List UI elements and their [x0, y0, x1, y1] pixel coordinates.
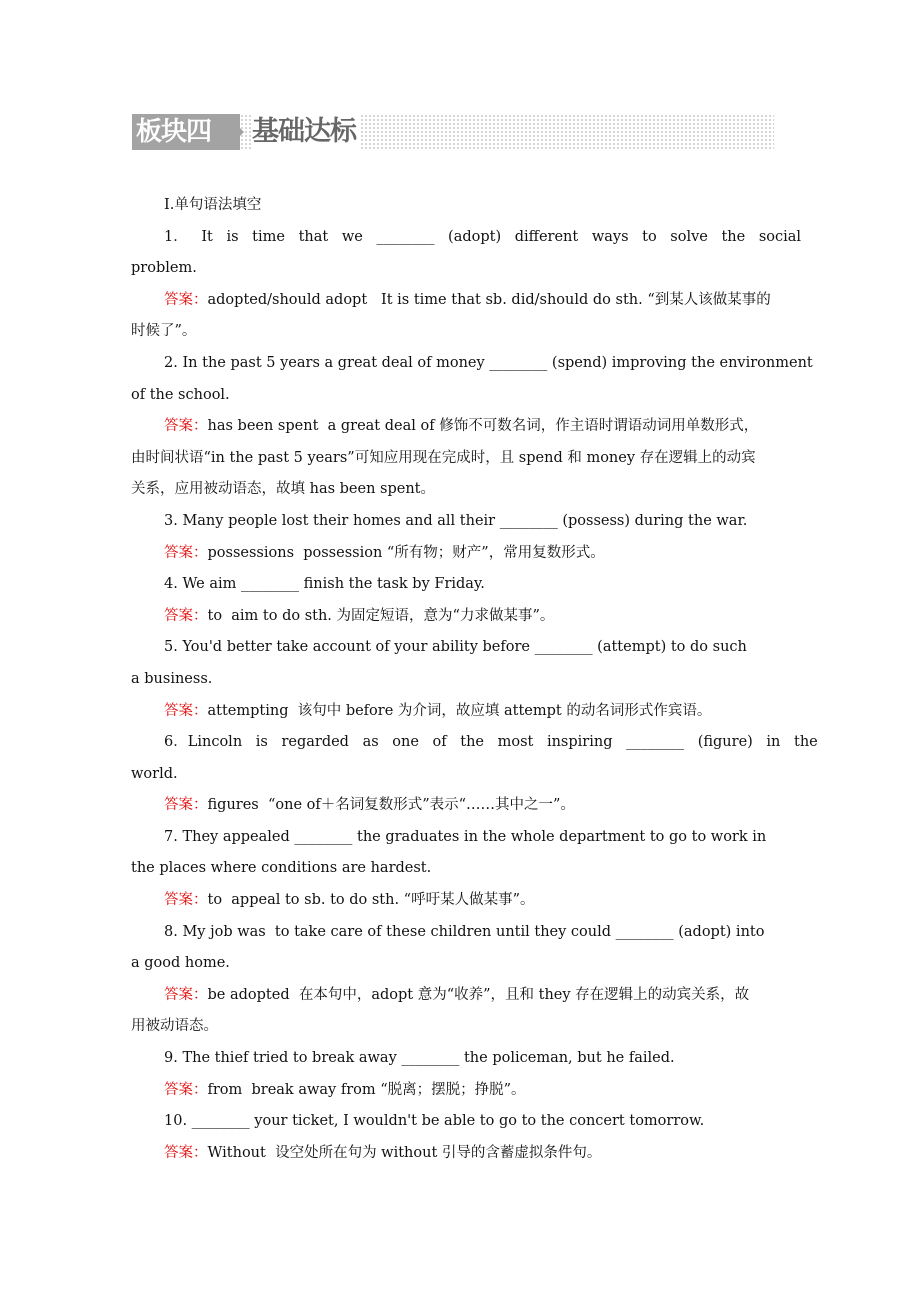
banner-title: 基础达标 [252, 114, 360, 150]
answer-label: 答案： [164, 986, 208, 1003]
answer-line [131, 538, 871, 570]
text-line [131, 474, 871, 506]
text-line [131, 853, 871, 885]
answer-label: 答案： [164, 291, 208, 308]
line-text: be adopted 在本句中，adopt 意为“收养”，且和 they 存在逻辑上的动宾关系，故 [207, 986, 750, 1003]
answer-line [131, 285, 871, 317]
text-line [131, 727, 871, 759]
answer-line [131, 411, 871, 443]
line-text: Without 设空处所在句为 without 引导的含蓄虚拟条件句。 [207, 1144, 602, 1161]
answer-label: 答案： [164, 1081, 208, 1098]
line-text: 7. They appealed ________ the graduates in the whole department to go to work in [164, 828, 767, 845]
line-text: Ⅰ.单句语法填空 [164, 197, 262, 213]
line-text: adopted/should adopt It is time that sb. did/should do sth. “到某人该做某事的 [207, 291, 771, 308]
answer-line [131, 1075, 871, 1107]
text-line [131, 506, 871, 538]
line-text: 3. Many people lost their homes and all their ________ (possess) during the war. [164, 512, 748, 529]
text-line [131, 348, 871, 380]
answer-line [131, 980, 871, 1012]
line-text: 10. ________ your ticket, I wouldn't be able to go to the concert tomorrow. [164, 1113, 705, 1130]
text-line [131, 822, 871, 854]
answer-label: 答案： [164, 544, 208, 561]
answer-label: 答案： [164, 892, 208, 909]
line-text: 由时间状语“in the past 5 years”可知应用现在完成时，且 spend 和 money 存在逻辑上的动宾 [131, 449, 756, 466]
line-text: 8. My job was to take care of these children until they could ________ (adopt) into [164, 923, 765, 940]
line-text: 4. We aim ________ finish the task by Friday. [164, 576, 485, 593]
answer-line [131, 790, 871, 822]
banner-arrow-icon [236, 124, 244, 140]
text-line [131, 569, 871, 601]
text-line [131, 222, 871, 254]
text-line [131, 948, 871, 980]
answer-label: 答案： [164, 418, 208, 435]
line-text: of the school. [131, 386, 230, 403]
line-text: from break away from “脱离；摆脱；挣脱”。 [207, 1081, 526, 1098]
text-line [131, 443, 871, 475]
exercise-content [131, 190, 871, 1169]
line-text: has been spent a great deal of 修饰不可数名词，作主语时谓语动词用单数形式， [207, 418, 759, 435]
text-line [131, 380, 871, 412]
text-line [131, 1106, 871, 1138]
line-text: 6．Lincoln is regarded as one of the most inspiring ________ (figure) in the [164, 734, 818, 751]
line-text: 时候了”。 [131, 323, 197, 340]
text-line [131, 316, 871, 348]
answer-line [131, 601, 871, 633]
text-line [131, 632, 871, 664]
line-text: 用被动语态。 [131, 1018, 218, 1035]
line-text: world. [131, 765, 178, 782]
line-text: 关系，应用被动语态，故填 has been spent。 [131, 481, 436, 498]
section-banner [132, 114, 774, 150]
line-text: a business. [131, 670, 213, 687]
line-text: to aim to do sth. 为固定短语，意为“力求做某事”。 [207, 607, 555, 624]
answer-label: 答案： [164, 702, 208, 719]
line-text: possessions possession “所有物；财产”，常用复数形式。 [207, 544, 605, 561]
text-line [131, 1043, 871, 1075]
line-text: 2. In the past 5 years a great deal of money ________ (spend) improving the environment [164, 354, 813, 371]
line-text: 5. You'd better take account of your ability before ________ (attempt) to do such [164, 639, 747, 656]
line-text: to appeal to sb. to do sth. “呼吁某人做某事”。 [207, 892, 535, 909]
text-line [131, 759, 871, 791]
line-text: 1． It is time that we ________ (adopt) different ways to solve the social [164, 228, 802, 245]
line-text: 9. The thief tried to break away ________ the policeman, but he failed. [164, 1050, 675, 1067]
answer-line [131, 696, 871, 728]
text-line [131, 253, 871, 285]
text-line [131, 664, 871, 696]
section-title [131, 190, 871, 222]
line-text: problem. [131, 260, 197, 277]
text-line [131, 917, 871, 949]
answer-label: 答案： [164, 1144, 208, 1161]
line-text: the places where conditions are hardest. [131, 860, 432, 877]
line-text: figures “one of＋名词复数形式”表示“……其中之一”。 [207, 797, 575, 814]
banner-tag: 板块四 [132, 114, 240, 150]
text-line [131, 1011, 871, 1043]
answer-line [131, 1138, 871, 1170]
answer-label: 答案： [164, 797, 208, 814]
line-text: a good home. [131, 955, 230, 972]
line-text: attempting 该句中 before 为介词，故应填 attempt 的动名词形式作宾语。 [207, 702, 712, 719]
answer-label: 答案： [164, 607, 208, 624]
answer-line [131, 885, 871, 917]
